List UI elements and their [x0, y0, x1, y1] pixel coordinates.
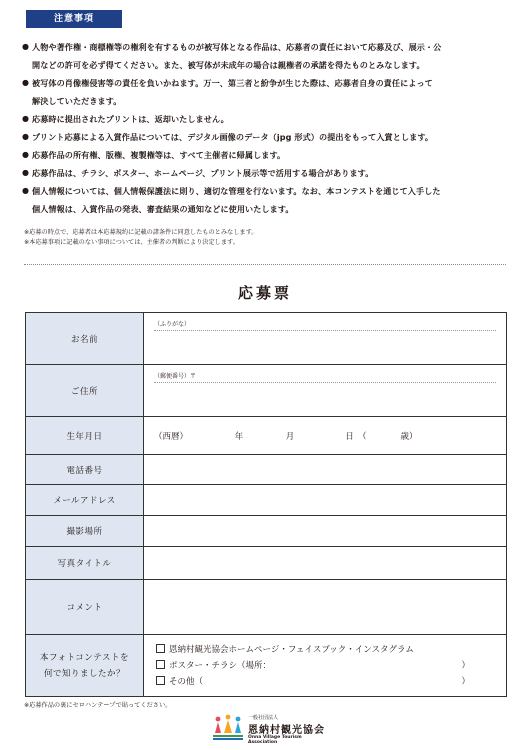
close-paren: ） — [461, 676, 470, 687]
furigana-caption: （ふりがな） — [154, 321, 191, 328]
checkbox-icon[interactable] — [156, 660, 165, 669]
org-name: 恩納村観光協会 — [248, 725, 325, 736]
postal-line — [154, 382, 496, 383]
birth-value: （西暦） 年 月 日 （ 歳） — [154, 431, 418, 442]
note-text: ※本応募事項に記載のない事項については、主催者の判断により決定します。 — [24, 239, 239, 246]
bullet-icon: ● — [22, 114, 30, 123]
bullet-icon: ● — [22, 132, 30, 141]
source-option-label: その他（ — [169, 676, 204, 687]
notice-item — [22, 38, 512, 74]
comment-field[interactable] — [144, 580, 507, 635]
source-option-other[interactable] — [144, 674, 506, 690]
close-paren: ） — [461, 660, 470, 671]
notice-item — [22, 146, 512, 164]
bullet-icon: ● — [22, 168, 30, 177]
comment-label: コメント — [26, 580, 144, 635]
furigana-line — [154, 330, 496, 331]
source-label-line: 本フォトコンテストを — [40, 652, 129, 663]
location-label: 撮影場所 — [26, 516, 144, 547]
bullet-icon: ● — [22, 42, 30, 51]
org-type: 一般社団法人 — [248, 715, 279, 721]
photo-title-label: 写真タイトル — [26, 547, 144, 580]
bullet-icon: ● — [22, 150, 30, 159]
source-options — [144, 635, 507, 697]
bullet-icon: ● — [22, 186, 30, 195]
postal-caption: （郵便番号）〒 — [154, 373, 197, 380]
address-label: ご住所 — [26, 365, 144, 417]
notice-item — [22, 128, 512, 146]
notice-item — [22, 164, 512, 182]
location-field[interactable] — [144, 516, 507, 547]
notice-text: 個人情報については、個人情報保護法に則り、適切な管理を行ないます。なお、本コンテストを通じて入手した 個人情報は、入賞作品の発表、審査結果の通知などに使用いたします。 — [32, 186, 441, 214]
notice-text: 人物や著作権・商標権等の権利を有するものが被写体となる作品は、応募者の責任において応募及び、展示・公 開などの許可を必ず得てください。また、被写体が未成年の場合は親権者の承諾を得たものとみなします。 — [32, 42, 442, 70]
source-option-web[interactable] — [144, 642, 506, 658]
notice-text: 応募作品の所有権、版権、複製権等は、すべて主催者に帰属します。 — [32, 150, 286, 160]
notice-item — [22, 110, 512, 128]
source-option-label: ポスター・チラシ（場所： — [169, 660, 272, 671]
phone-field[interactable] — [144, 455, 507, 485]
notice-text: 応募作品は、チラシ、ポスター、ホームページ、プリント展示等で活用する場合があります。 — [32, 168, 374, 178]
photo-title-field[interactable] — [144, 547, 507, 580]
org-logo — [211, 713, 331, 743]
birth-label: 生年月日 — [26, 417, 144, 455]
notice-heading: 注意事項 — [26, 10, 122, 28]
notice-notes — [24, 228, 514, 248]
section-divider — [24, 264, 506, 265]
name-label: お名前 — [26, 313, 144, 365]
checkbox-icon[interactable] — [156, 644, 165, 653]
notice-list — [22, 38, 512, 218]
notice-item — [22, 74, 512, 110]
email-label: メールアドレス — [26, 485, 144, 516]
bullet-icon: ● — [22, 78, 30, 87]
source-option-poster[interactable] — [144, 658, 506, 674]
checkbox-icon[interactable] — [156, 676, 165, 685]
notice-text: 被写体の肖像権侵害等の責任を負いかねます。万一、第三者と紛争が生じた際は、応募者自身の責任によって 解決していただきます。 — [32, 78, 433, 106]
note-text: ※応募の時点で、応募者は本応募規約に記載の諸条件に同意したものとみなします。 — [24, 229, 258, 236]
source-label — [26, 635, 144, 697]
source-option-label: 恩納村観光協会ホームページ・フェイスブック・インスタグラム — [169, 644, 414, 655]
footnote: ※応募作品の裏にセロハンテープで貼ってください。 — [24, 702, 172, 709]
phone-label: 電話番号 — [26, 455, 144, 485]
name-field[interactable] — [144, 313, 507, 365]
org-name-en: Onna Village Tourism Association — [248, 735, 302, 745]
notice-item — [22, 182, 512, 218]
org-logo-icon — [211, 713, 245, 743]
birth-field[interactable] — [144, 417, 507, 455]
entry-form — [25, 312, 507, 697]
form-title: 応募票 — [237, 284, 292, 302]
notice-text: 応募時に提出されたプリントは、返却いたしません。 — [32, 114, 229, 124]
source-label-line: 何で知りましたか？ — [43, 668, 125, 679]
email-field[interactable] — [144, 485, 507, 516]
notice-text: プリント応募による入賞作品については、デジタル画像のデータ（jpg 形式）の提出をもって入賞とします。 — [32, 132, 434, 142]
address-field[interactable] — [144, 365, 507, 417]
